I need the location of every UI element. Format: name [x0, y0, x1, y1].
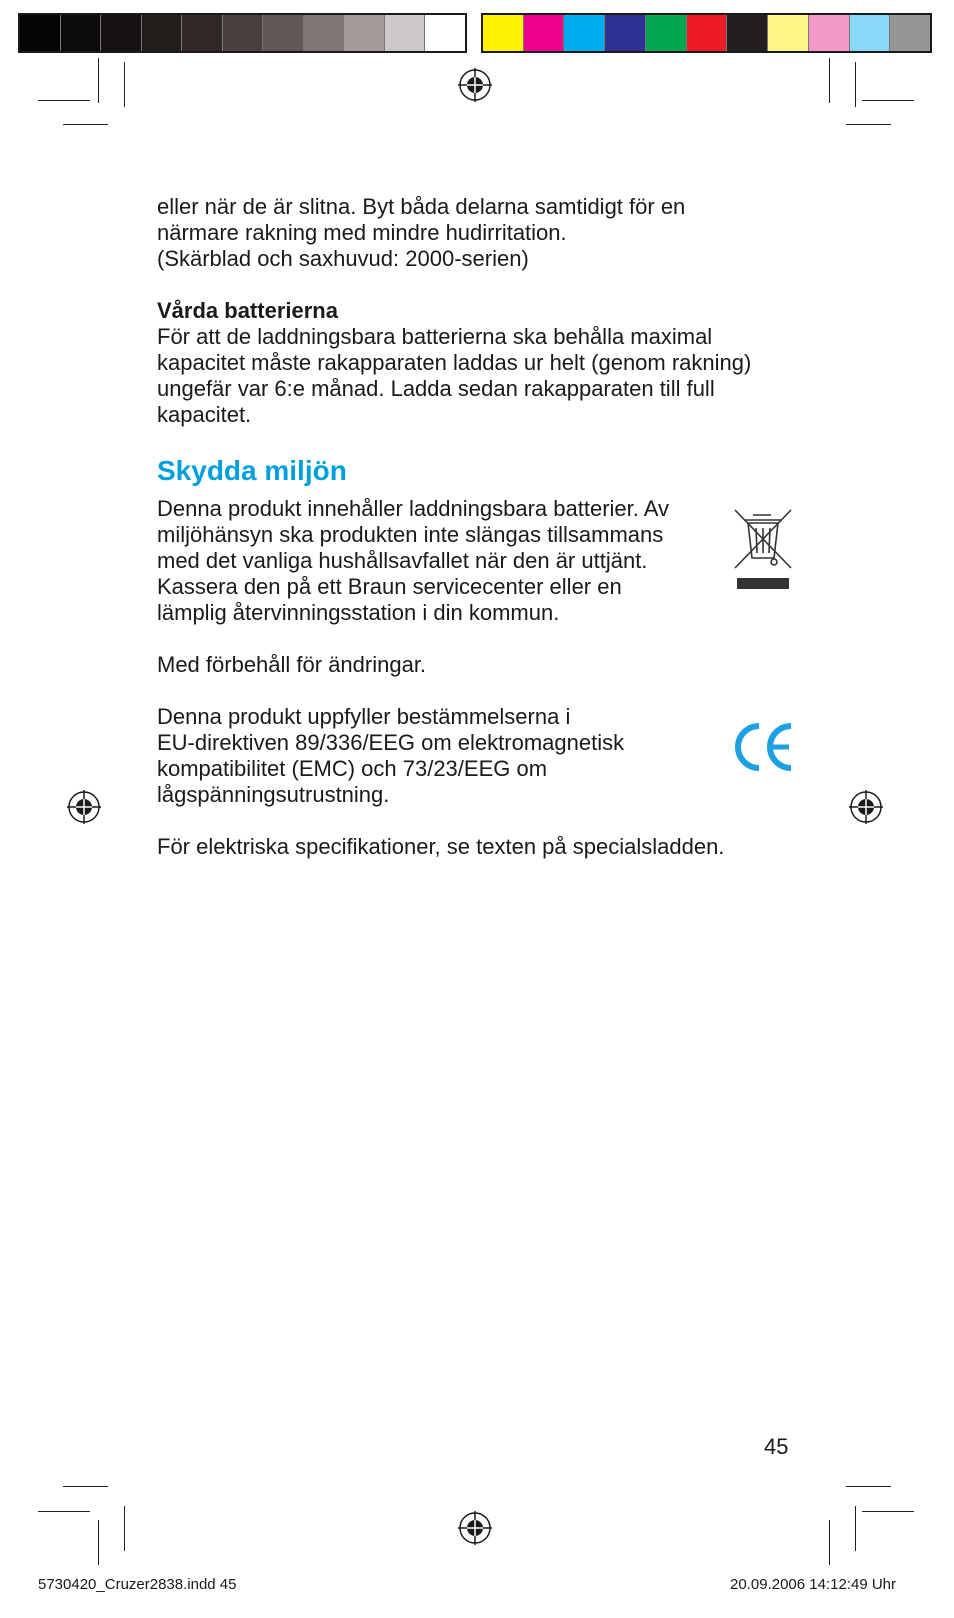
crop-mark [63, 124, 108, 125]
crop-mark [855, 1506, 856, 1551]
crop-mark [855, 62, 856, 107]
color-swatch [605, 15, 646, 51]
color-swatch [223, 15, 264, 51]
color-swatch [425, 15, 465, 51]
crop-mark [98, 58, 99, 103]
crop-mark [862, 1511, 914, 1512]
color-swatch [727, 15, 768, 51]
color-swatch [61, 15, 102, 51]
crop-mark [829, 1520, 830, 1565]
page-number: 45 [764, 1434, 789, 1459]
crop-mark [124, 1506, 125, 1551]
color-swatch [304, 15, 345, 51]
cmyk-color-bar [481, 13, 932, 53]
color-swatch [890, 15, 930, 51]
color-swatch [182, 15, 223, 51]
color-swatch [20, 15, 61, 51]
registration-mark-icon [67, 790, 101, 824]
footer-filename: 5730420_Cruzer2838.indd 45 [38, 1576, 237, 1593]
crop-mark [124, 62, 125, 107]
color-swatch [101, 15, 142, 51]
paragraph-eu-directive: Denna produkt uppfyller bestämmelserna i EU-direktiven 89/336/EEG om elektromagnetisk kompatibilitet (EMC) och 73/23/EEG om lågspänningsutrustning. [157, 704, 625, 807]
color-swatch [142, 15, 183, 51]
ce-mark-icon [733, 720, 795, 774]
crop-mark [862, 100, 914, 101]
paragraph-environment: Denna produkt innehåller laddningsbara batterier. Av miljöhänsyn ska produkten inte slängas tillsammans med det vanliga hushållsavfallet när den är uttjänt. Kassera den på ett Braun servicecenter eller en lämplig återvinningsstation i din kommun. [157, 496, 670, 625]
registration-mark-icon [458, 1511, 492, 1545]
color-swatch [850, 15, 891, 51]
color-swatch [564, 15, 605, 51]
color-swatch [809, 15, 850, 51]
paragraph-reservation: Med förbehåll för ändringar. [157, 652, 427, 677]
crossed-out-wheelie-bin-icon [733, 508, 793, 594]
subheading-battery-care: Vårda batterierna [157, 298, 338, 323]
crop-mark [829, 58, 830, 103]
color-swatch [483, 15, 524, 51]
page-body [157, 194, 797, 860]
section-heading-environment: Skydda miljön [157, 455, 347, 486]
color-swatch [263, 15, 304, 51]
crop-mark [38, 1511, 90, 1512]
color-swatch [768, 15, 809, 51]
crop-mark [846, 1486, 891, 1487]
crop-mark [98, 1520, 99, 1565]
grayscale-color-bar [18, 13, 467, 53]
color-swatch [646, 15, 687, 51]
paragraph-blades: eller när de är slitna. Byt båda delarna samtidigt för en närmare rakning med mindre hudirritation. (Skärblad och saxhuvud: 2000-serien) [157, 194, 686, 271]
color-swatch [524, 15, 565, 51]
registration-mark-icon [458, 68, 492, 102]
registration-mark-icon [849, 790, 883, 824]
color-swatch [385, 15, 426, 51]
crop-mark [38, 100, 90, 101]
color-swatch [344, 15, 385, 51]
color-swatch [687, 15, 728, 51]
crop-mark [63, 1486, 108, 1487]
crop-mark [846, 124, 891, 125]
paragraph-battery-care: För att de laddningsbara batterierna ska behålla maximal kapacitet måste rakapparaten laddas ur helt (genom rakning) ungefär var 6:e månad. Ladda sedan rakapparaten till full kapacitet. [157, 324, 752, 427]
footer-timestamp: 20.09.2006 14:12:49 Uhr [730, 1576, 896, 1593]
paragraph-electrical-spec: För elektriska specifikationer, se texten på specialsladden. [157, 834, 725, 859]
